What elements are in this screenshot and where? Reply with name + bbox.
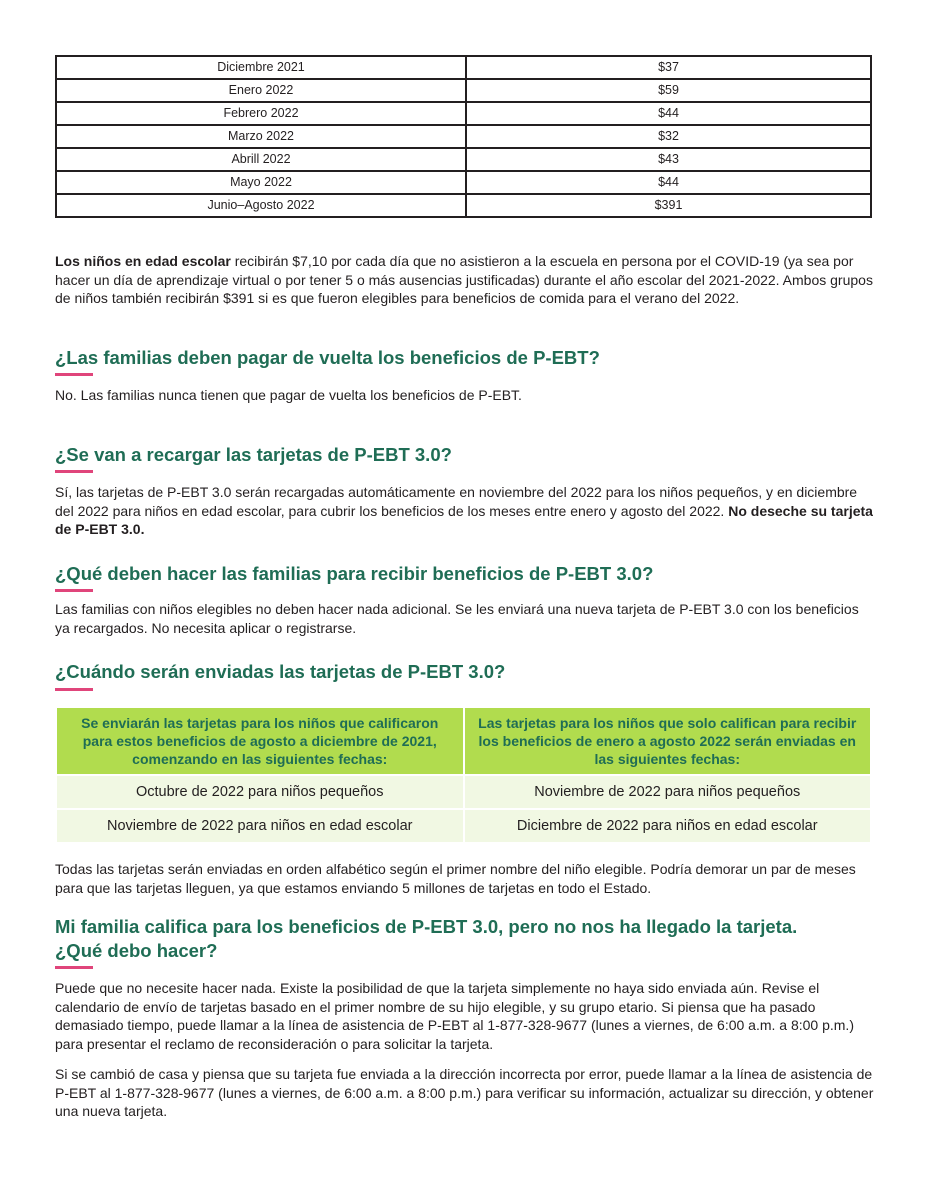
amount-cell: $44 bbox=[466, 171, 871, 194]
table-row bbox=[56, 171, 871, 194]
delivery-dates-table bbox=[55, 708, 872, 844]
reload-paragraph bbox=[55, 483, 875, 539]
header-cell-right: Las tarjetas para los niños que solo califican para recibir los beneficios de enero a agosto 2022 serán enviadas en las siguientes fechas: bbox=[465, 708, 871, 776]
amount-cell: $32 bbox=[466, 125, 871, 148]
table-row bbox=[56, 102, 871, 125]
month-cell: Junio–Agosto 2022 bbox=[56, 194, 466, 217]
delivery-cell: Diciembre de 2022 para niños en edad escolar bbox=[465, 810, 871, 844]
month-cell: Enero 2022 bbox=[56, 79, 466, 102]
monthly-amounts-table bbox=[55, 55, 872, 218]
month-cell: Diciembre 2021 bbox=[56, 56, 466, 79]
heading-not-arrived-line2: ¿Qué debo hacer? bbox=[55, 940, 218, 961]
todo-paragraph: Las familias con niños elegibles no deben hacer nada adicional. Se les enviará una nueva tarjeta de P-EBT 3.0 con los beneficios ya recargados. No necesita aplicar o registrarse. bbox=[55, 601, 859, 636]
table-row bbox=[57, 776, 870, 810]
heading-not-arrived-line1: Mi familia califica para los beneficios de P-EBT 3.0, pero no nos ha llegado la tarjeta. bbox=[55, 916, 798, 937]
heading-accent-bar bbox=[55, 966, 93, 969]
table-row bbox=[56, 79, 871, 102]
school-age-text: recibirán $7,10 por cada día que no asistieron a la escuela en persona por el COVID-19 (ya sea por hacer un día de aprendizaje virtual o por tener 5 o más ausencias justificadas) durante el año escolar del 2021-2022. Ambos grupos de niños también recibirán $391 si es que fueron elegibles para beneficios de comida para el verano del 2022. bbox=[55, 253, 873, 306]
reload-bold-note: No deseche su tarjeta de P-EBT 3.0. bbox=[55, 502, 873, 537]
repay-paragraph: No. Las familias nunca tienen que pagar de vuelta los beneficios de P-EBT. bbox=[55, 387, 522, 403]
amount-cell: $37 bbox=[466, 56, 871, 79]
table-row bbox=[56, 148, 871, 171]
alphabetical-paragraph: Todas las tarjetas serán enviadas en orden alfabético según el primer nombre del niño elegible. Podría demorar un par de meses para que las tarjetas lleguen, ya que estamos enviando 5 millones de tarjetas en todo el Estado. bbox=[55, 861, 856, 896]
heading-reload: ¿Se van a recargar las tarjetas de P-EBT 3.0? bbox=[55, 444, 452, 465]
heading-todo: ¿Qué deben hacer las familias para recibir beneficios de P-EBT 3.0? bbox=[55, 563, 654, 584]
table-row bbox=[56, 194, 871, 217]
school-age-lead: Los niños en edad escolar bbox=[55, 253, 231, 269]
heading-repay: ¿Las familias deben pagar de vuelta los beneficios de P-EBT? bbox=[55, 347, 600, 368]
amount-cell: $59 bbox=[466, 79, 871, 102]
table-header-row bbox=[57, 708, 870, 776]
table-row bbox=[56, 125, 871, 148]
header-cell-left: Se enviarán las tarjetas para los niños que calificaron para estos beneficios de agosto a diciembre de 2021, comenzando en las siguientes fechas: bbox=[57, 708, 463, 776]
table-row bbox=[57, 810, 870, 844]
heading-accent-bar bbox=[55, 470, 93, 473]
heading-accent-bar bbox=[55, 589, 93, 592]
amount-cell: $391 bbox=[466, 194, 871, 217]
not-arrived-paragraph-1: Puede que no necesite hacer nada. Existe la posibilidad de que la tarjeta simplemente no haya sido enviada aún. Revise el calendario de envío de tarjetas basado en el primer nombre de su hijo elegible, y su grupo etario. Si piensa que ha pasado demasiado tiempo, puede llamar a la línea de asistencia de P-EBT al 1-877-328-9677 (lunes a viernes, de 6:00 a.m. a 8:00 p.m.) para presentar el reclamo de reconsideración o para solicitar la tarjeta. bbox=[55, 980, 854, 1052]
table-row bbox=[56, 56, 871, 79]
delivery-cell: Noviembre de 2022 para niños en edad escolar bbox=[57, 810, 463, 844]
month-cell: Abrill 2022 bbox=[56, 148, 466, 171]
delivery-cell: Noviembre de 2022 para niños pequeños bbox=[465, 776, 871, 810]
amount-cell: $44 bbox=[466, 102, 871, 125]
month-cell: Mayo 2022 bbox=[56, 171, 466, 194]
month-cell: Febrero 2022 bbox=[56, 102, 466, 125]
heading-accent-bar bbox=[55, 688, 93, 691]
not-arrived-paragraph-2: Si se cambió de casa y piensa que su tarjeta fue enviada a la dirección incorrecta por error, puede llamar a la línea de asistencia de P-EBT al 1-877-328-9677 (lunes a viernes, de 6:00 a.m. a 8:00 p.m.) para verificar su información, actualizar su dirección, y obtener una nueva tarjeta. bbox=[55, 1066, 874, 1119]
heading-not-arrived bbox=[55, 915, 895, 963]
reload-text: Sí, las tarjetas de P-EBT 3.0 serán recargadas automáticamente en noviembre del 2022 para los niños pequeños, y en diciembre del 2022 para niños en edad escolar, para cubrir los beneficios de los meses entre enero y agosto del 2022. bbox=[55, 484, 858, 519]
month-cell: Marzo 2022 bbox=[56, 125, 466, 148]
delivery-cell: Octubre de 2022 para niños pequeños bbox=[57, 776, 463, 810]
amount-cell: $43 bbox=[466, 148, 871, 171]
school-age-paragraph bbox=[55, 252, 875, 308]
heading-accent-bar bbox=[55, 373, 93, 376]
heading-when: ¿Cuándo serán enviadas las tarjetas de P-EBT 3.0? bbox=[55, 661, 506, 682]
